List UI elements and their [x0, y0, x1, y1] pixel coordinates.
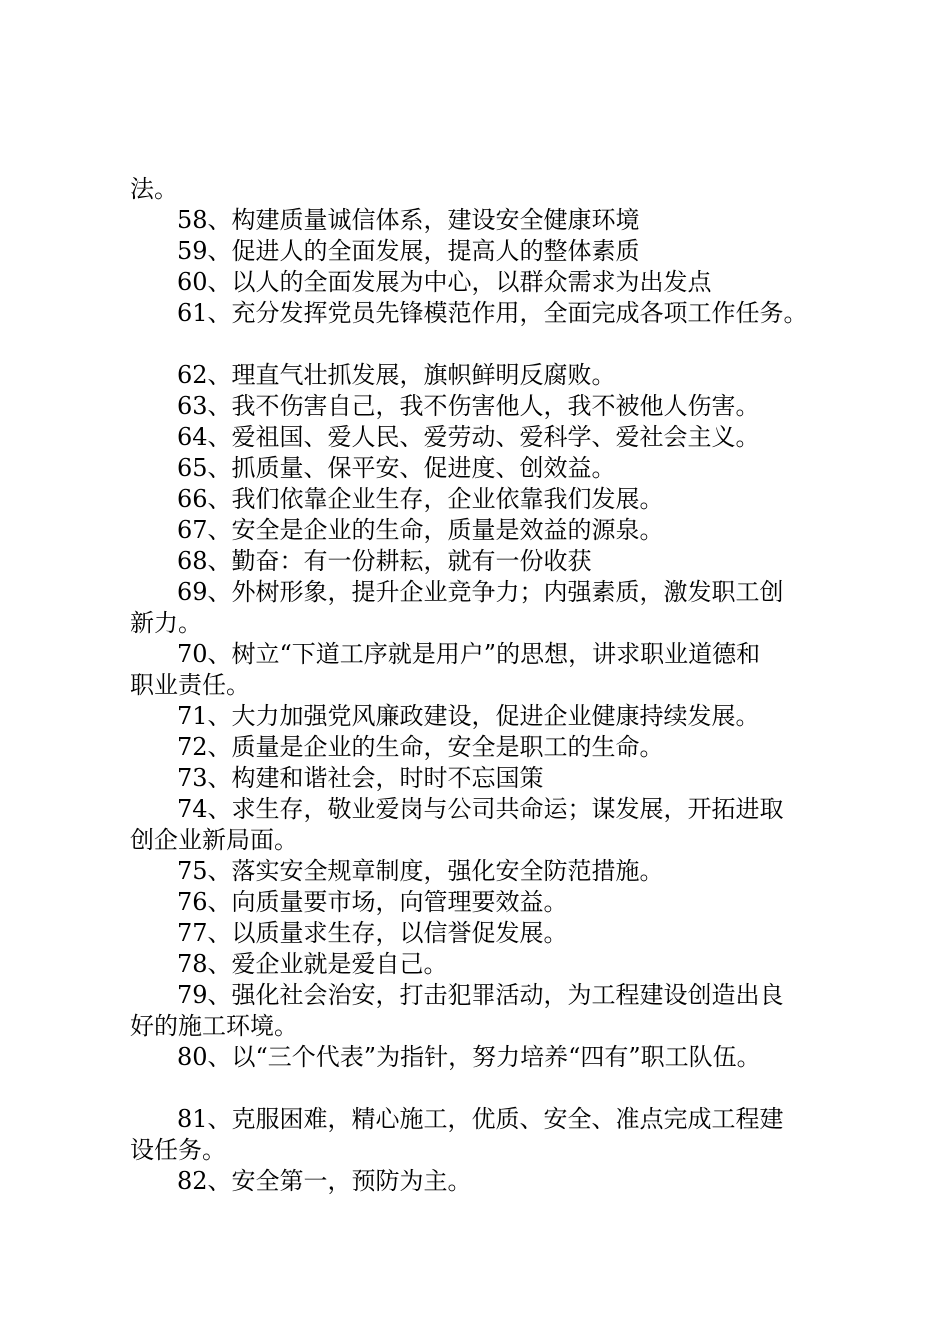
- slogan-79: 79、强化社会治安，打击犯罪活动，为工程建设创造出良: [177, 981, 784, 1009]
- slogan-80: 80、以“三个代表”为指针，努力培养“四有”职工队伍。: [177, 1043, 761, 1071]
- slogan-73: 73、构建和谐社会，时时不忘国策: [177, 764, 544, 792]
- slogan-69-cont: 新力。: [130, 609, 202, 637]
- slogan-76: 76、向质量要市场，向管理要效益。: [177, 888, 568, 916]
- slogan-77: 77、以质量求生存，以信誉促发展。: [177, 919, 568, 947]
- slogan-72: 72、质量是企业的生命，安全是职工的生命。: [177, 733, 664, 761]
- slogan-74: 74、求生存，敬业爱岗与公司共命运；谋发展，开拓进取: [177, 795, 784, 823]
- slogan-69: 69、外树形象，提升企业竞争力；内强素质，激发职工创: [177, 578, 784, 606]
- slogan-79-cont: 好的施工环境。: [130, 1012, 298, 1040]
- slogan-82: 82、安全第一，预防为主。: [177, 1167, 472, 1195]
- slogan-81-cont: 设任务。: [130, 1136, 226, 1164]
- slogan-81: 81、克服困难，精心施工，优质、安全、准点完成工程建: [177, 1105, 784, 1133]
- slogan-78: 78、爱企业就是爱自己。: [177, 950, 448, 978]
- slogan-67: 67、安全是企业的生命，质量是效益的源泉。: [177, 516, 664, 544]
- slogan-75: 75、落实安全规章制度，强化安全防范措施。: [177, 857, 664, 885]
- slogan-59: 59、促进人的全面发展，提高人的整体素质: [177, 237, 640, 265]
- slogan-70-cont: 职业责任。: [130, 671, 250, 699]
- blank-line: [130, 1073, 840, 1104]
- slogan-60: 60、以人的全面发展为中心，以群众需求为出发点: [177, 268, 712, 296]
- slogan-74-cont: 创企业新局面。: [130, 826, 298, 854]
- slogan-66: 66、我们依靠企业生存，企业依靠我们发展。: [177, 485, 664, 513]
- slogan-71: 71、大力加强党风廉政建设，促进企业健康持续发展。: [177, 702, 760, 730]
- slogan-62: 62、理直气壮抓发展，旗帜鲜明反腐败。: [177, 361, 616, 389]
- slogan-63: 63、我不伤害自己，我不伤害他人，我不被他人伤害。: [177, 392, 760, 420]
- blank-line: [130, 329, 840, 360]
- slogan-68: 68、勤奋：有一份耕耘，就有一份收获: [177, 547, 592, 575]
- slogan-65: 65、抓质量、保平安、促进度、创效益。: [177, 454, 616, 482]
- slogan-64: 64、爱祖国、爱人民、爱劳动、爱科学、爱社会主义。: [177, 423, 760, 451]
- slogan-70: 70、树立“下道工序就是用户”的思想，讲求职业道德和: [177, 640, 761, 668]
- slogan-61: 61、充分发挥党员先锋模范作用，全面完成各项工作任务。: [177, 299, 808, 327]
- slogan-58: 58、构建质量诚信体系，建设安全健康环境: [177, 206, 640, 234]
- document-body: [130, 174, 840, 1197]
- text-line: 法。: [130, 175, 178, 203]
